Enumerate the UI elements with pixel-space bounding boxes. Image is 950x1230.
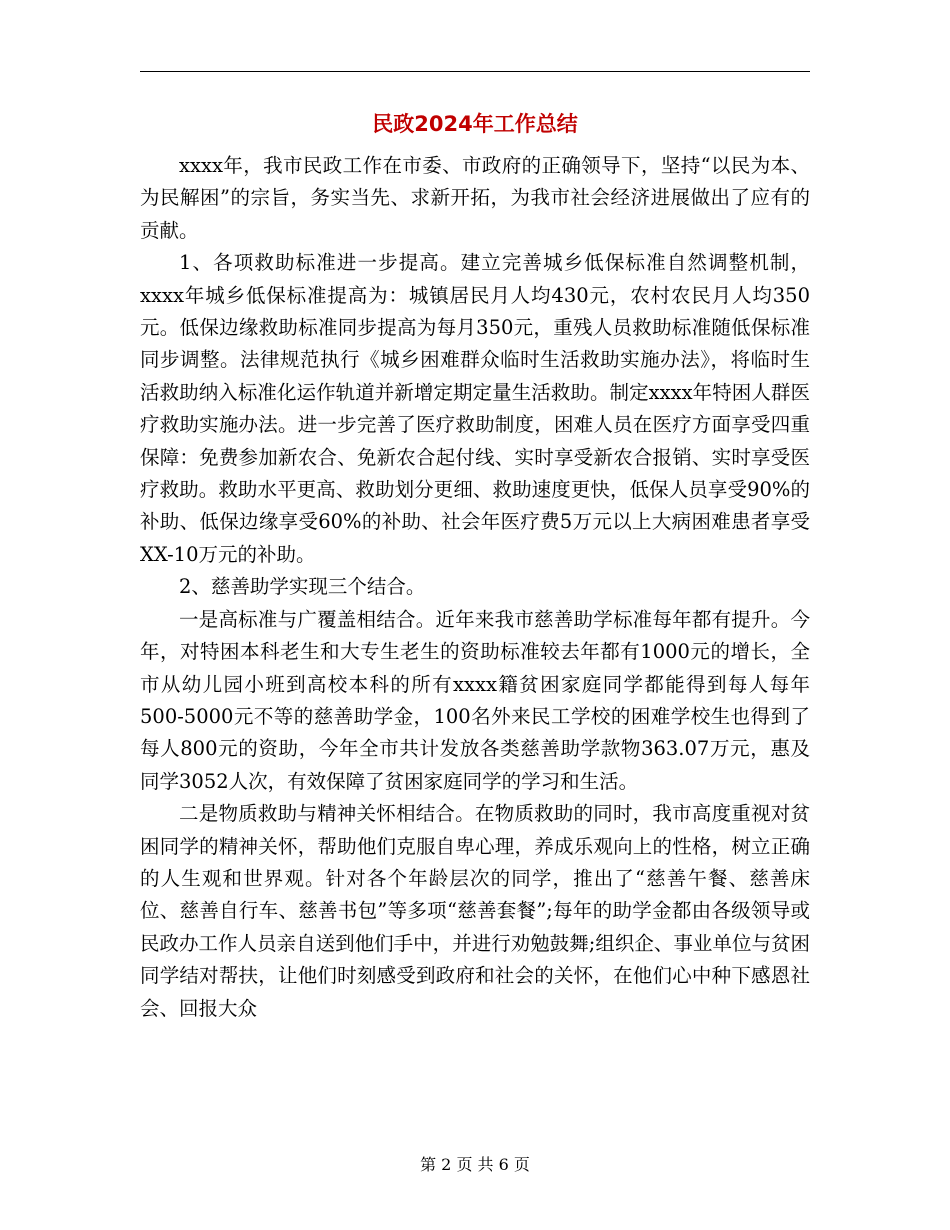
- page-footer: 第 2 页 共 6 页: [420, 1155, 530, 1174]
- paragraph-high-standard: 一是高标准与广覆盖相结合。近年来我市慈善助学标准每年都有提升。今年，对特困本科老生和大专生老生的资助标准较去年都有1000元的增长，全市从幼儿园小班到高校本科的所有xxxx籍贫困家庭同学都能得到每人每年500-5000元不等的慈善助学金，100名外来民工学校的困难学校生也得到了每人800元的资助，今年全市共计发放各类慈善助学款物363.07万元，惠及同学3052人次，有效保障了贫困家庭同学的学习和生活。: [140, 607, 810, 793]
- paragraph-intro: xxxx年，我市民政工作在市委、市政府的正确领导下，坚持“以民为本、为民解困”的宗旨，务实当先、求新开拓，为我市社会经济进展做出了应有的贡献。: [140, 154, 810, 242]
- document-body: [140, 150, 810, 1025]
- paragraph-material-spiritual: 二是物质救助与精神关怀相结合。在物质救助的同时，我市高度重视对贫困同学的精神关怀，帮助他们克服自卑心理，养成乐观向上的性格，树立正确的人生观和世界观。针对各个年龄层次的同学，推出了“慈善午餐、慈善床位、慈善自行车、慈善书包”等多项“慈善套餐”;每年的助学金都由各级领导或民政办工作人员亲自送到他们手中，并进行劝勉鼓舞;组织企、事业单位与贫困同学结对帮扶，让他们时刻感受到政府和社会的关怀，在他们心中种下感恩社会、回报大众: [140, 802, 810, 1020]
- header-rule: [140, 71, 810, 72]
- paragraph-charity-heading: 2、慈善助学实现三个结合。: [179, 575, 426, 599]
- document-title: 民政2024年工作总结: [372, 112, 578, 136]
- paragraph-relief-standards: 1、各项救助标准进一步提高。建立完善城乡低保标准自然调整机制，xxxx年城乡低保标准提高为：城镇居民月人均430元，农村农民月人均350元。低保边缘救助标准同步提高为每月350元，重残人员救助标准随低保标准同步调整。法律规范执行《城乡困难群众临时生活救助实施办法》，将临时生活救助纳入标准化运作轨道并新增定期定量生活救助。制定xxxx年特困人群医疗救助实施办法。进一步完善了医疗救助制度，困难人员在医疗方面享受四重保障：免费参加新农合、免新农合起付线、实时享受新农合报销、实时享受医疗救助。救助水平更高、救助划分更细、救助速度更快，低保人员享受90%的补助、低保边缘享受60%的补助、社会年医疗费5万元以上大病困难患者享受XX-10万元的补助。: [140, 251, 810, 566]
